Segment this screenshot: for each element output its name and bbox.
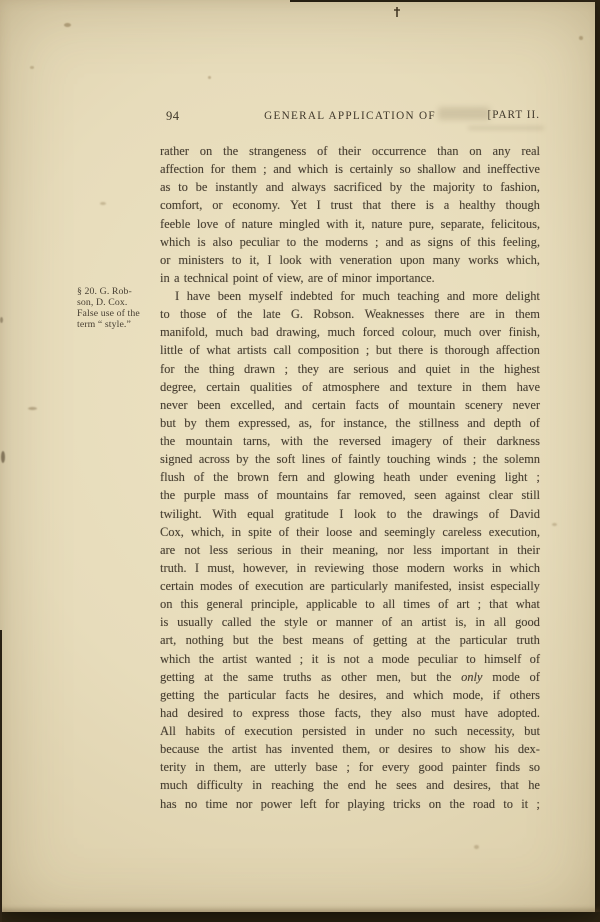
text-line: rather on the strangeness of their occurrence than on any real bbox=[160, 144, 540, 158]
scan-edge-right bbox=[595, 0, 600, 922]
scan-speck bbox=[30, 66, 34, 69]
text-line: son, D. Cox. bbox=[77, 296, 128, 308]
scan-speck bbox=[100, 202, 106, 205]
text-line: little of what artists call composition ; but there is thorough affection bbox=[160, 343, 540, 358]
text-line: twilight. With equal gratitude I look to the drawings of David bbox=[160, 506, 540, 521]
text-line: affection for them ; and which is certainly so shallow and ineffective bbox=[160, 162, 540, 177]
text-line: getting at the same truths as other men, but the only mode of bbox=[160, 669, 540, 684]
text-line: manifold, much bad drawing, much forced colour, much over finish, bbox=[160, 325, 540, 340]
text-line: because the artist has invented them, or desires to show his dex- bbox=[160, 742, 540, 757]
text-line: had desired to express those facts, they also must have adopted. bbox=[160, 705, 540, 720]
margin-note bbox=[77, 287, 165, 331]
text-line: for the thing drawn ; they are serious and quiet in the highest bbox=[160, 361, 540, 376]
text-line: much difficulty in reaching the end he sees and desires, that he bbox=[160, 778, 540, 793]
text-line: the mountain tarns, with the reversed imagery of their darkness bbox=[160, 434, 540, 448]
text-line: degree, certain qualities of atmosphere and texture in them have bbox=[160, 379, 540, 394]
scan-edge-left bbox=[0, 630, 2, 922]
part-label: [PART II. bbox=[487, 109, 540, 121]
scan-speck bbox=[1, 451, 5, 463]
scan-speck bbox=[474, 845, 479, 849]
paragraph bbox=[160, 287, 540, 813]
text-line: the purple mass of mountains far removed, seen against clear still bbox=[160, 488, 540, 503]
text-line: which the artist wanted ; it is not a mode peculiar to himself of bbox=[160, 651, 540, 666]
scan-speck bbox=[64, 23, 71, 27]
text-line: flush of the brown fern and glowing heath under evening light ; bbox=[160, 470, 540, 485]
text-line: All habits of execution persisted in under no such necessity, but bbox=[160, 724, 540, 738]
body-text bbox=[160, 142, 540, 813]
text-line: but by them expressed, as, for instance, the stillness and depth of bbox=[160, 415, 540, 430]
text-line: comfort, or economy. Yet I trust that there is a healthy though bbox=[160, 198, 540, 213]
scan-speck bbox=[579, 36, 583, 40]
text-line: Cox, which, in spite of their loose and seemingly careless execution, bbox=[160, 524, 540, 539]
text-line: or ministers to it, I look with veneration upon many works which, bbox=[160, 252, 540, 267]
text-line: never been excelled, and certain facts of mountain scenery never bbox=[160, 397, 540, 412]
text-line: False use of the bbox=[77, 307, 140, 319]
text-line: as to be instantly and always sacrificed by the majority to fashion, bbox=[160, 180, 540, 195]
text-line: which is also peculiar to the moderns ; and as signs of this feeling, bbox=[160, 234, 540, 249]
text-line: in a technical point of view, are of minor importance. bbox=[160, 270, 435, 285]
text-line: is usually called the style or manner of an artist is, in all good bbox=[160, 615, 540, 630]
text-line: getting the particular facts he desires, and which mode, if others bbox=[160, 687, 540, 702]
scan-speck bbox=[208, 76, 211, 79]
scan-edge-top bbox=[290, 0, 600, 2]
scan-speck bbox=[0, 317, 3, 323]
text-line: § 20. G. Rob- bbox=[77, 286, 132, 297]
running-title: GENERAL APPLICATION OF bbox=[264, 110, 436, 122]
page-number: 94 bbox=[166, 109, 180, 123]
ink-ghost-smudge bbox=[438, 107, 490, 120]
ink-mark bbox=[396, 7, 398, 17]
text-line: truth. I must, however, in reviewing those modern works in which bbox=[160, 560, 540, 575]
scan-speck bbox=[28, 407, 37, 410]
text-line: are not less serious in their meaning, nor less important in their bbox=[160, 542, 540, 557]
text-line: to those of the late G. Robson. Weaknesses there are in them bbox=[160, 307, 540, 322]
paragraph bbox=[160, 142, 540, 287]
scan-edge-bottom bbox=[0, 912, 600, 922]
text-line: term “ style.” bbox=[77, 318, 131, 330]
text-line: has no time nor power left for playing tricks on the road to it ; bbox=[160, 796, 540, 811]
text-line: certain modes of execution are particularly manifested, insist especially bbox=[160, 579, 540, 593]
text-line: on this general principle, applicable to all times of art ; that what bbox=[160, 597, 540, 612]
text-line: signed across by the soft lines of faintly touching winds ; the solemn bbox=[160, 452, 540, 467]
ink-ghost-streak bbox=[468, 126, 544, 130]
text-line: terity in them, are utterly base ; for every good painter finds so bbox=[160, 760, 540, 775]
text-line: art, nothing but the best means of getting at the particular truth bbox=[160, 633, 540, 648]
scan-speck bbox=[552, 523, 557, 526]
text-line: feeble love of nature mingled with it, nature pure, separate, felicitous, bbox=[160, 216, 540, 231]
text-line: I have been myself indebted for much teaching and more delight bbox=[175, 289, 540, 303]
